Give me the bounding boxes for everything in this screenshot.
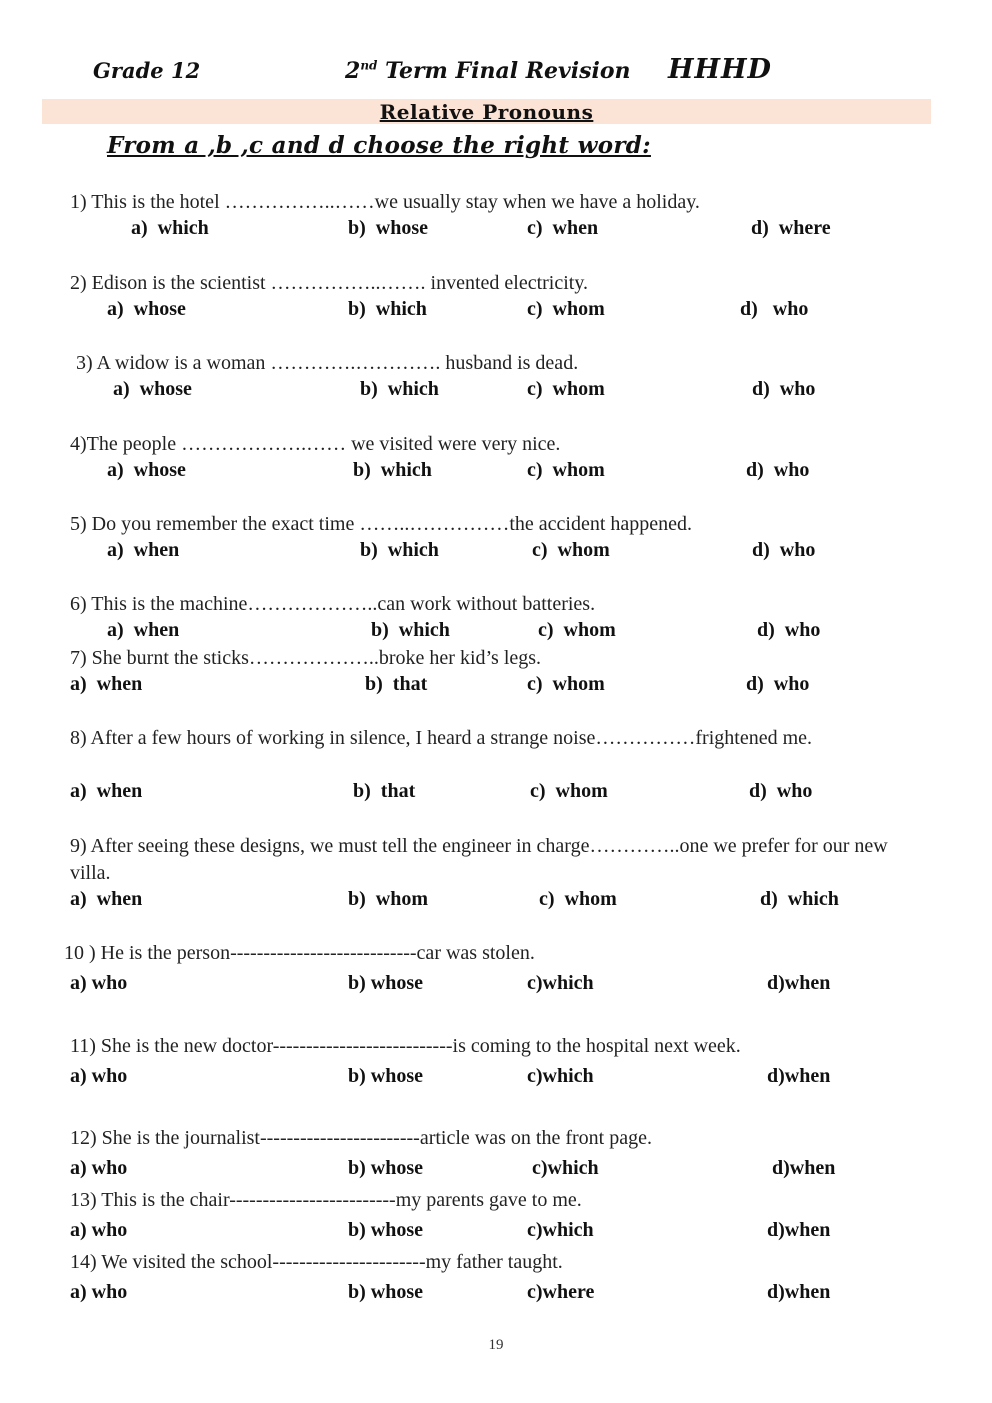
question-2: 2) Edison is the scientist ……………..……. invented electricity. — [70, 272, 589, 294]
options-14 — [0, 1281, 992, 1309]
option-b[interactable]: b) whose — [348, 1219, 424, 1241]
option-a[interactable]: a) who — [70, 1065, 128, 1087]
option-c[interactable]: c)which — [527, 1219, 594, 1241]
options-7 — [0, 673, 992, 701]
option-d[interactable]: d) who — [757, 619, 821, 641]
option-c[interactable]: c) whom — [527, 673, 605, 695]
option-b[interactable]: b) which — [371, 619, 450, 641]
option-d[interactable]: d) who — [740, 298, 809, 320]
option-d[interactable]: d)when — [767, 1219, 831, 1241]
option-a[interactable]: a) who — [70, 1281, 128, 1303]
option-c[interactable]: c) whom — [538, 619, 616, 641]
option-a[interactable]: a) which — [131, 217, 209, 239]
option-b[interactable]: b) whose — [348, 1157, 424, 1179]
option-b[interactable]: b) which — [348, 298, 427, 320]
options-5 — [0, 539, 992, 567]
term-number: 2 — [345, 58, 361, 84]
option-a[interactable]: a) whose — [113, 378, 192, 400]
option-a[interactable]: a) who — [70, 1219, 128, 1241]
question-3: 3) A widow is a woman ………….…………. husband is dead. — [76, 352, 579, 374]
school-label: HHHD — [668, 54, 772, 85]
option-d[interactable]: d) who — [749, 780, 813, 802]
term-suffix: nd — [360, 58, 378, 73]
option-a[interactable]: a) when — [107, 619, 180, 641]
option-a[interactable]: a) who — [70, 1157, 128, 1179]
option-b[interactable]: b) whose — [348, 1065, 424, 1087]
question-5: 5) Do you remember the exact time ……..……………the accident happened. — [70, 513, 693, 535]
option-c[interactable]: c)where — [527, 1281, 595, 1303]
grade-label: Grade 12 — [93, 58, 201, 83]
option-d[interactable]: d) who — [752, 539, 816, 561]
term-label — [345, 58, 631, 84]
option-c[interactable]: c)which — [527, 972, 594, 994]
title-band — [42, 99, 931, 124]
option-d[interactable]: d)when — [767, 972, 831, 994]
options-1 — [0, 217, 992, 245]
question-14: 14) We visited the school-----------------------my father taught. — [70, 1251, 563, 1273]
option-c[interactable]: c)which — [527, 1065, 594, 1087]
option-d[interactable]: d) where — [751, 217, 831, 239]
option-b[interactable]: b) which — [360, 539, 439, 561]
question-13: 13) This is the chair-------------------------my parents gave to me. — [70, 1189, 582, 1211]
question-8: 8) After a few hours of working in silence, I heard a strange noise……………frightened me. — [70, 727, 813, 749]
options-8 — [0, 780, 992, 808]
question-11: 11) She is the new doctor---------------------------is coming to the hospital next week. — [70, 1035, 741, 1057]
option-b[interactable]: b) whose — [348, 1281, 424, 1303]
question-12: 12) She is the journalist------------------------article was on the front page. — [70, 1127, 652, 1149]
option-a[interactable]: a) when — [70, 780, 143, 802]
option-d[interactable]: d)when — [767, 1065, 831, 1087]
option-a[interactable]: a) when — [107, 539, 180, 561]
question-6: 6) This is the machine………………..can work without batteries. — [70, 593, 596, 615]
option-c[interactable]: c) whom — [527, 378, 605, 400]
option-d[interactable]: d) which — [760, 888, 839, 910]
question-10: 10 ) He is the person----------------------------car was stolen. — [64, 942, 535, 964]
option-a[interactable]: a) when — [70, 673, 143, 695]
option-c[interactable]: c) whom — [527, 298, 605, 320]
option-b[interactable]: b) whose — [348, 217, 429, 239]
options-11 — [0, 1065, 992, 1093]
option-b[interactable]: b) which — [360, 378, 439, 400]
instruction: From a ,b ,c and d choose the right word: — [107, 132, 651, 159]
option-a[interactable]: a) whose — [107, 298, 186, 320]
question-1: 1) This is the hotel ……………..……we usually stay when we have a holiday. — [70, 191, 700, 213]
term-text: Term Final Revision — [377, 58, 631, 84]
option-b[interactable]: b) which — [353, 459, 432, 481]
option-d[interactable]: d) who — [746, 459, 810, 481]
option-c[interactable]: c) whom — [530, 780, 608, 802]
option-c[interactable]: c) whom — [527, 459, 605, 481]
option-d[interactable]: d)when — [772, 1157, 836, 1179]
options-13 — [0, 1219, 992, 1247]
options-12 — [0, 1157, 992, 1185]
option-a[interactable]: a) when — [70, 888, 143, 910]
option-d[interactable]: d)when — [767, 1281, 831, 1303]
option-a[interactable]: a) whose — [107, 459, 186, 481]
options-9 — [0, 888, 992, 916]
options-4 — [0, 459, 992, 487]
options-6 — [0, 619, 992, 647]
options-3 — [0, 378, 992, 406]
option-a[interactable]: a) who — [70, 972, 128, 994]
page-number: 19 — [488, 1337, 504, 1353]
option-b[interactable]: b) that — [353, 780, 416, 802]
options-10 — [0, 972, 992, 1000]
page-title: Relative Pronouns — [379, 100, 594, 124]
question-9: 9) After seeing these designs, we must tell the engineer in charge…………..one we prefer for our new villa. — [70, 835, 888, 884]
option-b[interactable]: b) whom — [348, 888, 429, 910]
option-c[interactable]: c)which — [532, 1157, 599, 1179]
question-7: 7) She burnt the sticks………………..broke her kid’s legs. — [70, 647, 542, 669]
option-c[interactable]: c) whom — [539, 888, 617, 910]
option-b[interactable]: b) that — [365, 673, 428, 695]
option-d[interactable]: d) who — [746, 673, 810, 695]
options-2 — [0, 298, 992, 326]
option-d[interactable]: d) who — [752, 378, 816, 400]
option-c[interactable]: c) when — [527, 217, 599, 239]
option-c[interactable]: c) whom — [532, 539, 610, 561]
option-b[interactable]: b) whose — [348, 972, 424, 994]
question-4: 4)The people ……………….…… we visited were very nice. — [70, 433, 561, 455]
